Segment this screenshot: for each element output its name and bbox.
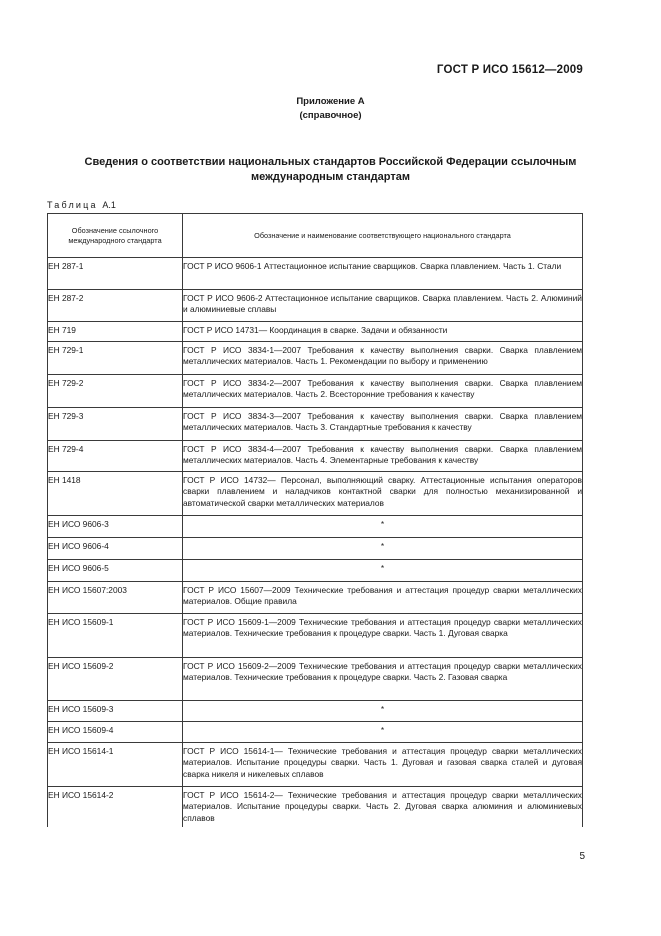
- national-standard: ГОСТ Р ИСО 15614-1— Технические требования и аттестация процедур сварки металлических материалов. Испытание процедуры сварки. Часть 1. Дуговая и газовая сварка сталей и дуговая сварка никеля и никелевых сплавов: [183, 743, 583, 787]
- table-label: [47, 200, 116, 210]
- reference-standard: ЕН ИСО 9606-3: [48, 516, 183, 538]
- national-standard-absent-marker: *: [183, 722, 583, 743]
- annex-block: [0, 95, 661, 123]
- reference-standard: ЕН 729-4: [48, 441, 183, 472]
- column-header-international: Обозначение ссылочного международного стандарта: [48, 214, 183, 258]
- reference-standard: ЕН 719: [48, 322, 183, 342]
- table-row: [48, 701, 583, 722]
- table-row: [48, 722, 583, 743]
- column-header-national: Обозначение и наименование соответствующего национального стандарта: [183, 214, 583, 258]
- national-standard-absent-marker: *: [183, 560, 583, 582]
- table-row: [48, 322, 583, 342]
- national-standard: ГОСТ Р ИСО 3834-4—2007 Требования к качеству выполнения сварки. Сварка плавлением металлических материалов. Часть 4. Элементарные требования к качеству: [183, 441, 583, 472]
- reference-standard: ЕН 729-2: [48, 375, 183, 408]
- reference-standard: ЕН 1418: [48, 472, 183, 516]
- national-standard: ГОСТ Р ИСО 15614-2— Технические требования и аттестация процедур сварки металлических материалов. Испытание процедуры сварки. Часть 2. Дуговая сварка алюминия и алюминиевых сплавов: [183, 787, 583, 828]
- annex-title: Приложение А: [296, 96, 365, 107]
- national-standard: ГОСТ Р ИСО 15607—2009 Технические требования и аттестация процедур сварки металлических материалов. Общие правила: [183, 582, 583, 614]
- national-standard: ГОСТ Р ИСО 14731— Координация в сварке. Задачи и обязанности: [183, 322, 583, 342]
- annex-type: (справочное): [299, 110, 362, 121]
- table-row: [48, 408, 583, 441]
- national-standard-absent-marker: *: [183, 538, 583, 560]
- table-label-number: А.1: [102, 200, 116, 210]
- table-row: [48, 582, 583, 614]
- reference-standard: ЕН 287-2: [48, 290, 183, 322]
- reference-standard: ЕН ИСО 15609-2: [48, 658, 183, 701]
- table-row: [48, 375, 583, 408]
- national-standard-absent-marker: *: [183, 701, 583, 722]
- annex-heading-line-1: Сведения о соответствии национальных стандартов Российской Федерации ссылочным: [84, 156, 577, 168]
- reference-standard: ЕН 729-3: [48, 408, 183, 441]
- reference-standard: ЕН 287-1: [48, 258, 183, 290]
- document-code: ГОСТ Р ИСО 15612—2009: [436, 64, 583, 76]
- national-standard: ГОСТ Р ИСО 3834-1—2007 Требования к качеству выполнения сварки. Сварка плавлением металлических материалов. Часть 1. Рекомендации по выбору и применению: [183, 342, 583, 375]
- reference-standard: ЕН ИСО 15614-1: [48, 743, 183, 787]
- reference-standard: ЕН ИСО 9606-4: [48, 538, 183, 560]
- table-row: [48, 258, 583, 290]
- national-standard: ГОСТ Р ИСО 3834-2—2007 Требования к качеству выполнения сварки. Сварка плавлением металлических материалов. Часть 2. Всесторонние требования к качеству: [183, 375, 583, 408]
- page-number: 5: [579, 851, 585, 862]
- national-standard: ГОСТ Р ИСО 14732— Персонал, выполняющий сварку. Аттестационные испытания операторов сварки плавлением и наладчиков контактной сварки для полностью механизированной и автоматической сварки металлических материалов: [183, 472, 583, 516]
- table-row: [48, 472, 583, 516]
- table-row: [48, 743, 583, 787]
- reference-standard: ЕН 729-1: [48, 342, 183, 375]
- annex-heading: [60, 155, 601, 185]
- national-standard-absent-marker: *: [183, 516, 583, 538]
- table-row: [48, 342, 583, 375]
- national-standard: ГОСТ Р ИСО 15609-2—2009 Технические требования и аттестация процедур сварки металлических материалов. Технические требования к процедуре сварки. Часть 2. Газовая сварка: [183, 658, 583, 701]
- table-header-row: [48, 214, 583, 258]
- table-row: [48, 290, 583, 322]
- national-standard: ГОСТ Р ИСО 15609-1—2009 Технические требования и аттестация процедур сварки металлических материалов. Технические требования к процедуре сварки. Часть 1. Дуговая сварка: [183, 614, 583, 658]
- table-row: [48, 560, 583, 582]
- reference-standard: ЕН ИСО 15609-1: [48, 614, 183, 658]
- table-row: [48, 538, 583, 560]
- reference-standard: ЕН ИСО 9606-5: [48, 560, 183, 582]
- correspondence-table: [47, 213, 583, 827]
- national-standard: ГОСТ Р ИСО 9606-2 Аттестационное испытание сварщиков. Сварка плавлением. Часть 2. Алюминий и алюминиевые сплавы: [183, 290, 583, 322]
- table-row: [48, 658, 583, 701]
- table-row: [48, 614, 583, 658]
- national-standard: ГОСТ Р ИСО 9606-1 Аттестационное испытание сварщиков. Сварка плавлением. Часть 1. Стали: [183, 258, 583, 290]
- reference-standard: ЕН ИСО 15609-4: [48, 722, 183, 743]
- reference-standard: ЕН ИСО 15607:2003: [48, 582, 183, 614]
- reference-standard: ЕН ИСО 15609-3: [48, 701, 183, 722]
- table-label-word: Таблица: [47, 200, 98, 210]
- table-row: [48, 787, 583, 828]
- table-row: [48, 441, 583, 472]
- annex-heading-line-2: международным стандартам: [251, 171, 410, 183]
- reference-standard: ЕН ИСО 15614-2: [48, 787, 183, 828]
- table-row: [48, 516, 583, 538]
- national-standard: ГОСТ Р ИСО 3834-3—2007 Требования к качеству выполнения сварки. Сварка плавлением металлических материалов. Часть 3. Стандартные требования к качеству: [183, 408, 583, 441]
